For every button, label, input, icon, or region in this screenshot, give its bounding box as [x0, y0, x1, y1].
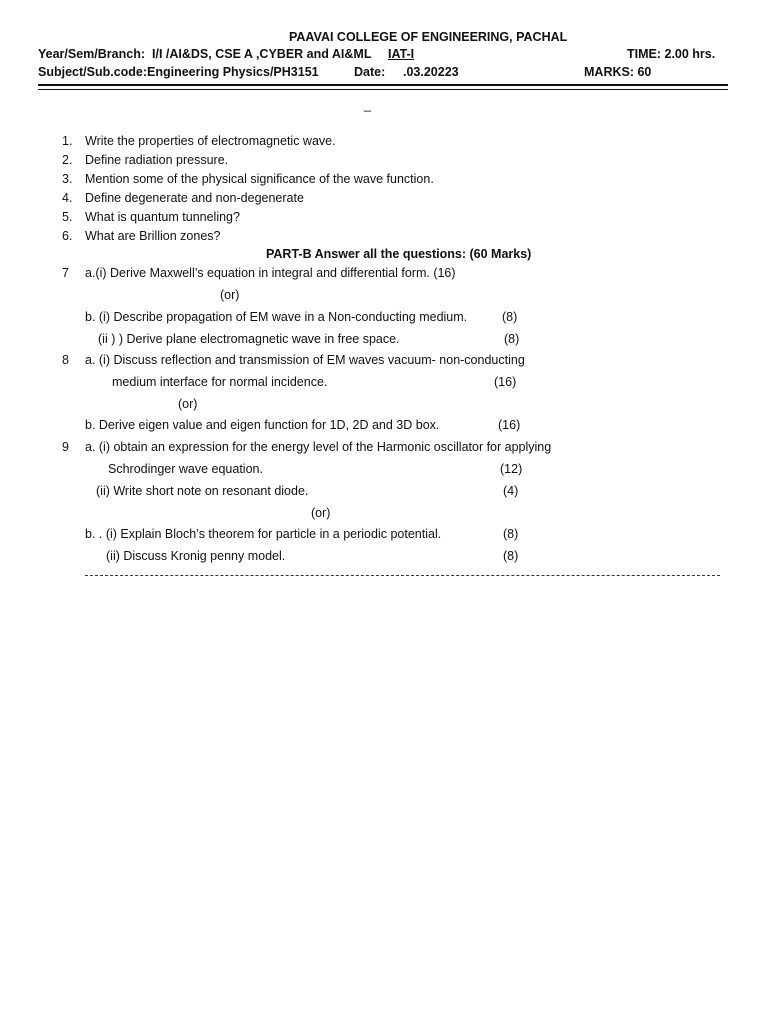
- subject-value: Engineering Physics/PH3151: [147, 65, 319, 79]
- or-separator: (or): [220, 288, 240, 302]
- question-marks: (16): [494, 375, 517, 389]
- question-marks: (4): [503, 484, 519, 498]
- question-marks: (8): [503, 549, 519, 563]
- header-rule-thick: [38, 84, 728, 86]
- question-text: Write the properties of electromagnetic wave.: [85, 134, 336, 148]
- question-text: medium interface for normal incidence.: [112, 375, 328, 389]
- date-label: Date:: [354, 65, 386, 79]
- question-marks: (12): [500, 462, 523, 476]
- question-text: b. . (i) Explain Bloch’s theorem for particle in a periodic potential.: [85, 527, 442, 541]
- question-text: What is quantum tunneling?: [85, 210, 240, 224]
- branch-value: I/I /AI&DS, CSE A ,CYBER and AI&ML: [152, 47, 372, 61]
- question-number: 4.: [62, 191, 73, 205]
- question-number: 8: [62, 353, 69, 367]
- question-text: a. (i) obtain an expression for the energy level of the Harmonic oscillator for applying: [85, 440, 552, 454]
- part-b-heading: PART-B Answer all the questions: (60 Marks): [266, 247, 532, 261]
- question-marks: (8): [502, 310, 518, 324]
- or-separator: (or): [178, 397, 198, 411]
- question-text: b. Derive eigen value and eigen function for 1D, 2D and 3D box.: [85, 418, 440, 432]
- question-text: Define degenerate and non-degenerate: [85, 191, 304, 205]
- exam-name: IAT-I: [388, 47, 415, 61]
- question-text: (ii ) ) Derive plane electromagnetic wave in free space.: [98, 332, 400, 346]
- question-number: 9: [62, 440, 69, 454]
- question-text: a. (i) Discuss reflection and transmission of EM waves vacuum- non-conducting: [85, 353, 525, 367]
- question-text: Mention some of the physical significance of the wave function.: [85, 172, 434, 186]
- question-text: (ii) Write short note on resonant diode.: [96, 484, 309, 498]
- question-text: b. (i) Describe propagation of EM wave in a Non-conducting medium.: [85, 310, 468, 324]
- question-number: 7: [62, 266, 69, 280]
- question-marks: (8): [503, 527, 519, 541]
- question-text: Define radiation pressure.: [85, 153, 229, 167]
- college-name: PAAVAI COLLEGE OF ENGINEERING, PACHAL: [289, 30, 568, 44]
- or-separator: (or): [311, 506, 331, 520]
- max-marks: MARKS: 60: [584, 65, 652, 79]
- question-text: Schrodinger wave equation.: [108, 462, 263, 476]
- question-number: 6.: [62, 229, 73, 243]
- question-text: a.(i) Derive Maxwell’s equation in integral and differential form. (16): [85, 266, 456, 280]
- stray-mark: _: [364, 98, 371, 112]
- question-number: 5.: [62, 210, 73, 224]
- question-number: 2.: [62, 153, 73, 167]
- question-number: 3.: [62, 172, 73, 186]
- date-value: .03.20223: [403, 65, 459, 79]
- question-marks: (8): [504, 332, 520, 346]
- exam-time: TIME: 2.00 hrs.: [627, 47, 716, 61]
- question-number: 1.: [62, 134, 73, 148]
- question-marks: (16): [498, 418, 521, 432]
- subject-label: Subject/Sub.code:: [38, 65, 148, 79]
- header-rule-thin: [38, 89, 728, 90]
- question-text: What are Brillion zones?: [85, 229, 221, 243]
- end-dashed-rule: [85, 575, 720, 576]
- branch-label: Year/Sem/Branch:: [38, 47, 145, 61]
- question-text: (ii) Discuss Kronig penny model.: [106, 549, 286, 563]
